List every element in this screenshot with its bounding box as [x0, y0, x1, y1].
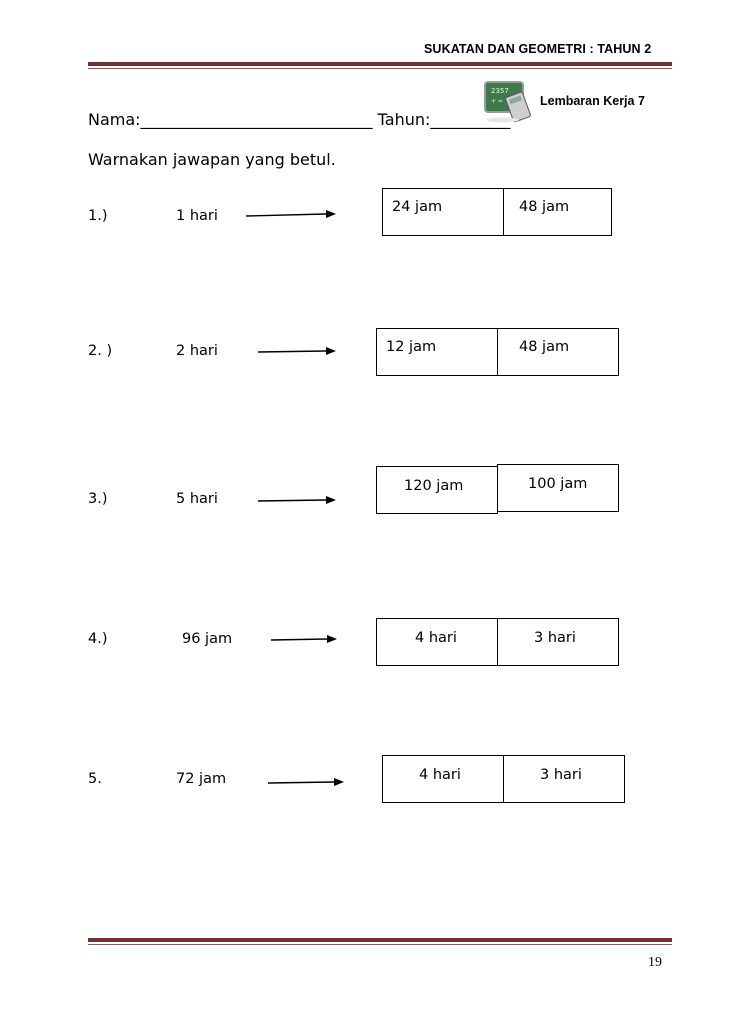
- instruction-text: Warnakan jawapan yang betul.: [88, 150, 336, 169]
- student-name-year-field[interactable]: Nama:_____________________________ Tahun:__________: [88, 110, 511, 129]
- arrow-right-icon: [246, 208, 336, 222]
- answer-option-label: 4 hari: [415, 630, 457, 646]
- page-number: 19: [648, 955, 662, 970]
- question-prompt: 1 hari: [176, 208, 218, 224]
- arrow-right-icon: [268, 775, 358, 789]
- answer-option-label: 48 jam: [519, 339, 570, 355]
- answer-option-box[interactable]: [503, 188, 612, 236]
- header-rule: [88, 62, 672, 69]
- answer-option-label: 24 jam: [392, 199, 443, 215]
- question-number: 5.: [88, 771, 102, 787]
- answer-option-label: 12 jam: [386, 339, 437, 355]
- answer-option-label: 4 hari: [419, 767, 461, 783]
- answer-option-box[interactable]: [503, 755, 625, 803]
- answer-option-box[interactable]: [497, 328, 619, 376]
- svg-text:+ =: + =: [491, 98, 503, 105]
- svg-text:2357: 2357: [491, 87, 509, 95]
- question-number: 1.): [88, 208, 108, 224]
- question-prompt: 5 hari: [176, 491, 218, 507]
- answer-option-box[interactable]: [497, 464, 619, 512]
- arrow-right-icon: [271, 632, 361, 646]
- arrow-right-icon: [258, 344, 348, 358]
- answer-option-box[interactable]: [376, 328, 498, 376]
- question-prompt: 2 hari: [176, 343, 218, 359]
- answer-option-box[interactable]: [382, 188, 504, 236]
- answer-option-label: 100 jam: [528, 476, 588, 492]
- footer-rule: [88, 938, 672, 945]
- answer-option-label: 48 jam: [519, 199, 570, 215]
- worksheet-label: Lembaran Kerja 7: [540, 94, 645, 108]
- answer-option-box[interactable]: [382, 755, 504, 803]
- arrow-right-icon: [258, 493, 348, 507]
- question-number: 2. ): [88, 343, 113, 359]
- answer-option-box[interactable]: [376, 466, 498, 514]
- question-number: 4.): [88, 631, 108, 647]
- answer-option-box[interactable]: [497, 618, 619, 666]
- answer-option-label: 120 jam: [404, 478, 464, 494]
- header-title: SUKATAN DAN GEOMETRI : TAHUN 2: [424, 42, 652, 56]
- question-number: 3.): [88, 491, 108, 507]
- answer-option-label: 3 hari: [540, 767, 582, 783]
- question-prompt: 72 jam: [176, 771, 227, 787]
- question-prompt: 96 jam: [182, 631, 233, 647]
- answer-option-label: 3 hari: [534, 630, 576, 646]
- answer-option-box[interactable]: [376, 618, 498, 666]
